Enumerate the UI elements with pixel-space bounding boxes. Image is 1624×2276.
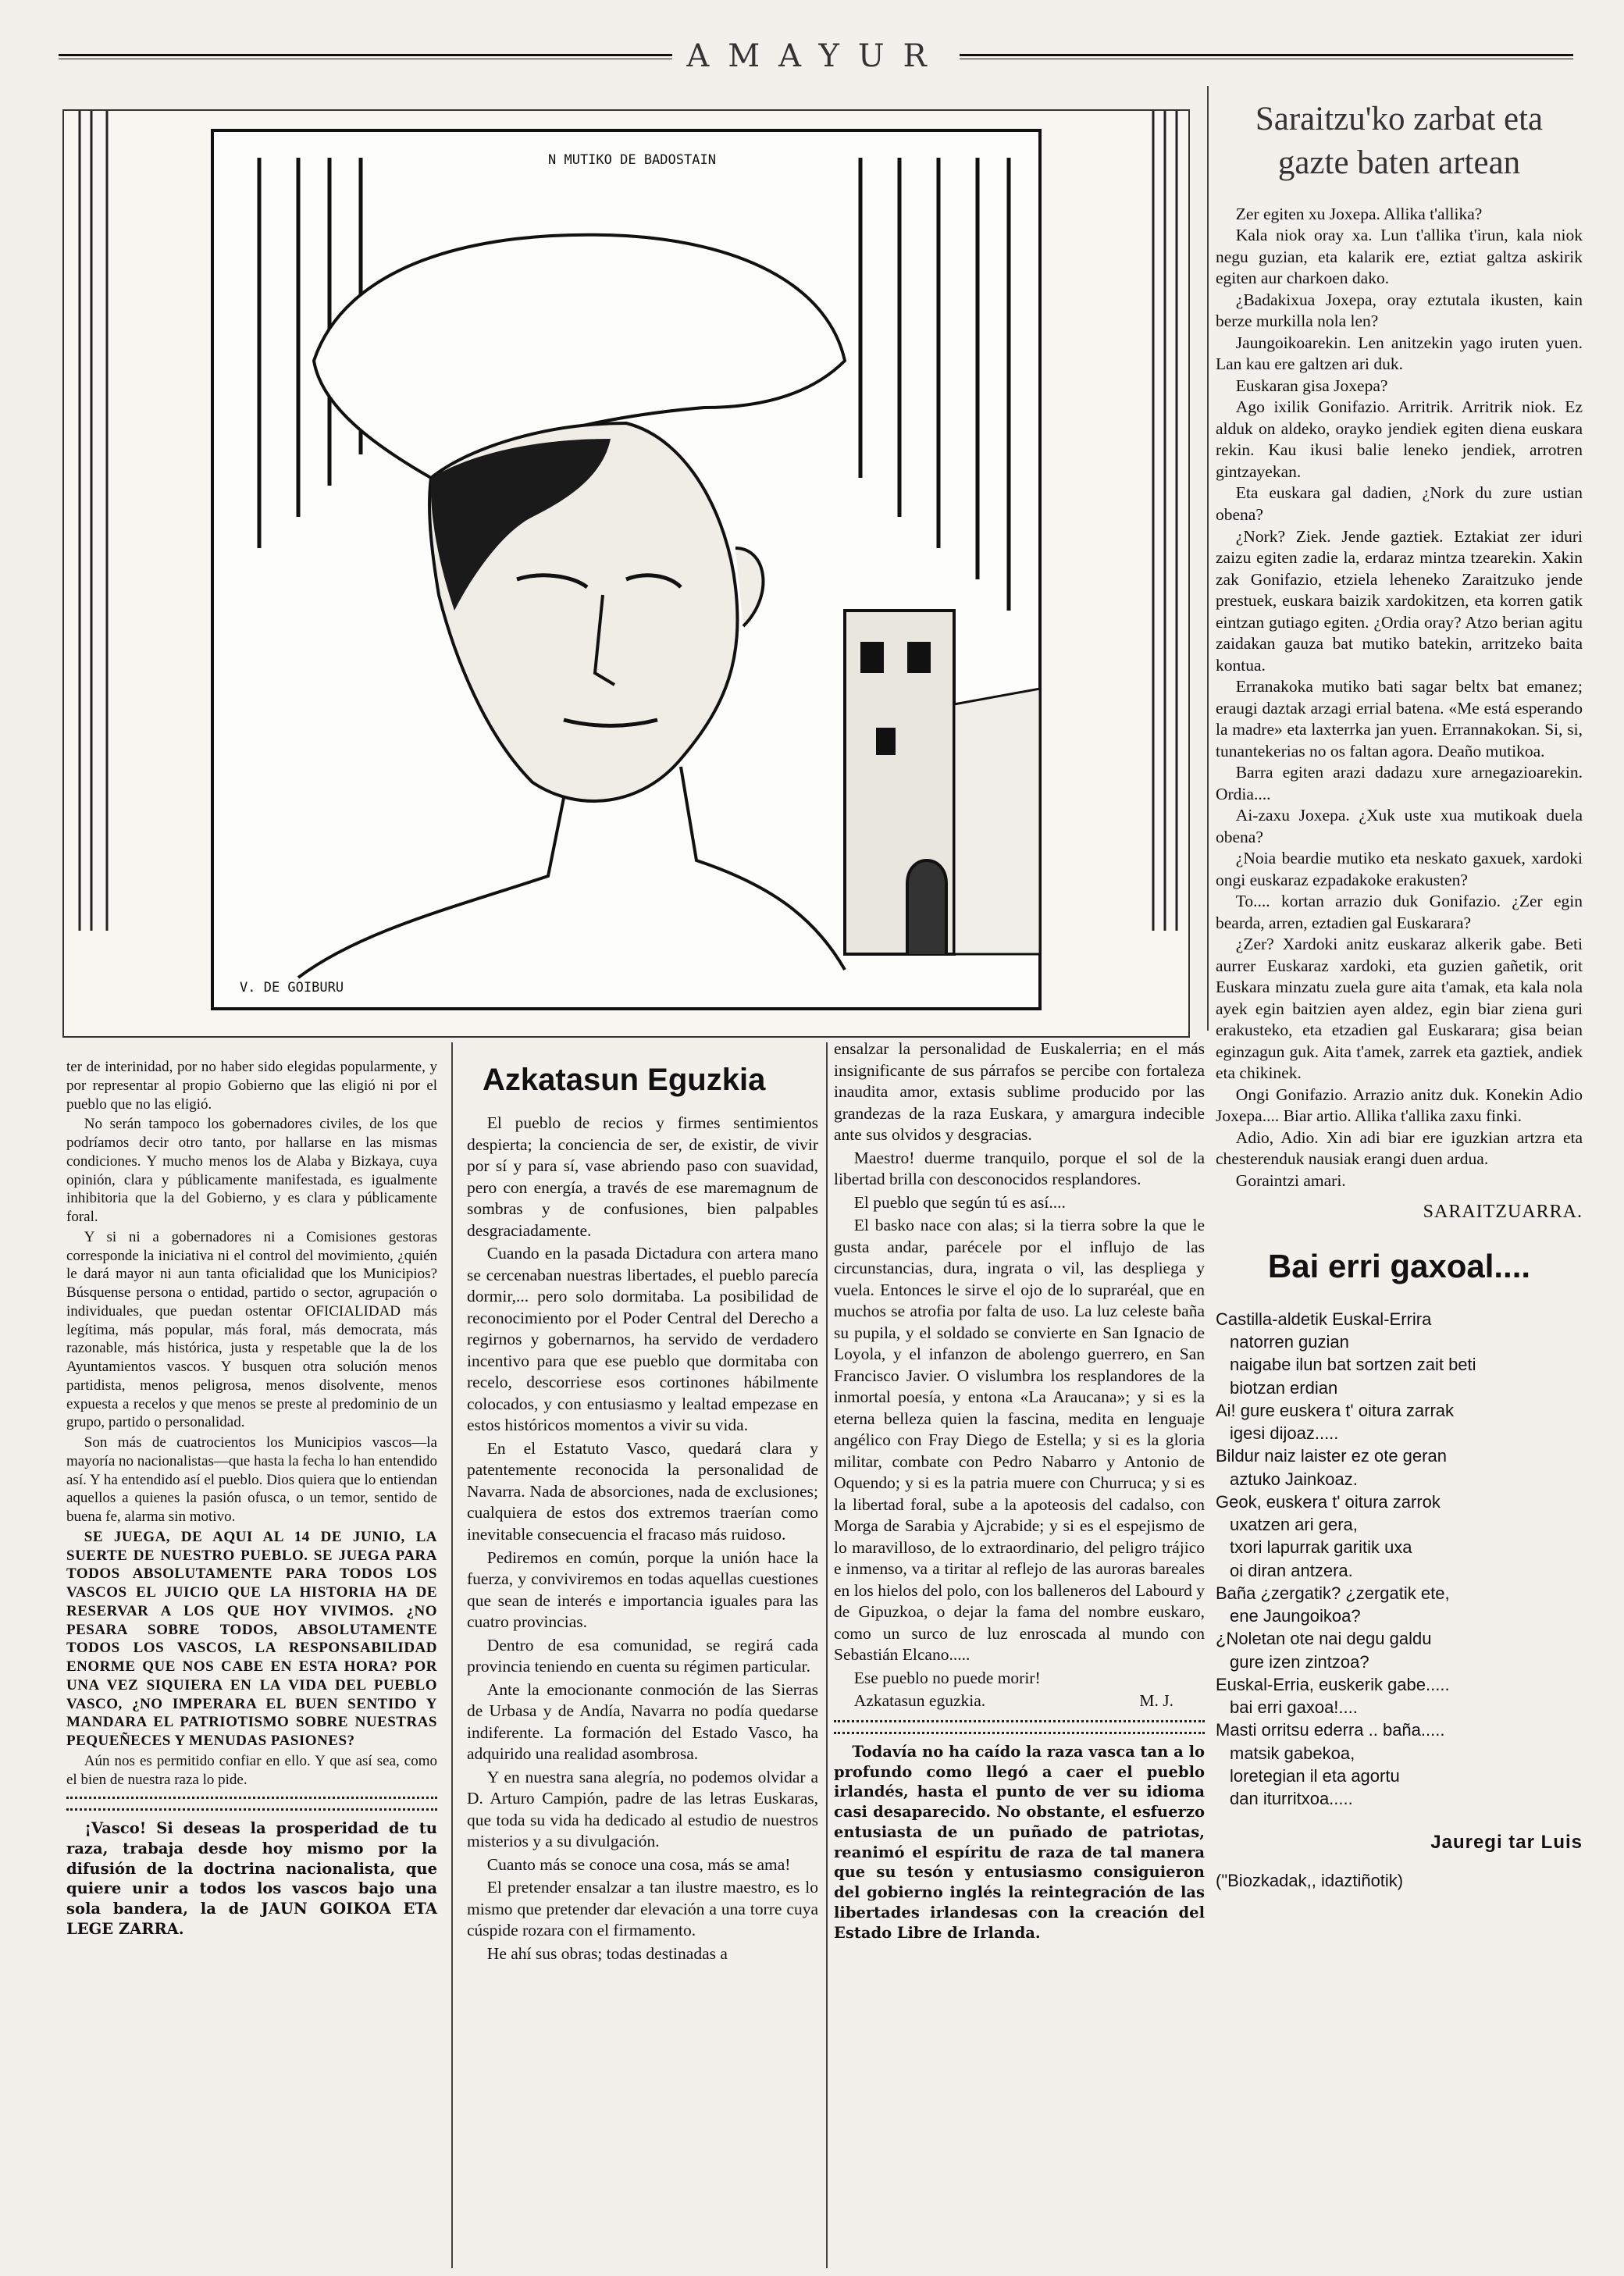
col1-callout: ¡Vasco! Si deseas la prosperidad de tu raza, trabaja desde hoy mismo por la difusión de la doctrina nacionalista, que quiere unir a todos los vascos bajo una sola bandera, la de JAUN GOIKOA ETA LEGE ZARRA. — [66, 1819, 437, 1938]
poem-line: natorren guzian — [1230, 1332, 1349, 1352]
col3-callout: Todavía no ha caído la raza vasca tan a lo profundo como llegó a caer el pueblo irlandés, hasta el punto de ver su idioma casi desaparecido. No obstante, el esfuerzo entusiasta de un puñado de patriotas, reanimó el espíritu de raza de tal manera que su tesón y entusiasmo consiguieron del gobierno inglés la reintegración de las libertades irlandesas con la creación del Estado Libre de Irlanda. — [834, 1742, 1205, 1942]
dialogue-title-line1: Saraitzu'ko zarbat eta — [1255, 101, 1544, 137]
masthead-rule-left — [59, 54, 672, 59]
col3-paragraph: El pueblo que según tú es así.... — [853, 1192, 1066, 1212]
poem-line: naigabe ilun bat sortzen zait beti — [1230, 1355, 1476, 1375]
dialogue-signature: SARAITZUARRA. — [1423, 1201, 1583, 1222]
poem-line: Geok, euskera t' oitura zarrok — [1216, 1491, 1441, 1512]
masthead — [59, 38, 1573, 74]
portrait-drawing — [64, 111, 1188, 1036]
poem-line: dan iturritxoa..... — [1230, 1789, 1353, 1809]
col1-dotted-rule — [66, 1797, 437, 1811]
article-title: Azkatasun Eguzkia — [483, 1063, 766, 1097]
col4-paragraph: ¿Nork? Ziek. Jende gaztiek. Eztakiat zer iduri zaizu egiten zadie la, erdaraz mintza tzearekin. Xakin zak Gonifazio, etziela leheneko Zaraitzuko jende prestuek, euskara baizik xardokitzen, eta korren gatik eintzan gutiago egiten. ¿Ordia oray? Atzo berian agitu zaidakan gauza bat mutiko batekin, arritzeko baita kontua. — [1216, 526, 1583, 675]
col4-paragraph: Barra egiten arazi dadazu xure arnegazioarekin. Ordia.... — [1216, 763, 1583, 803]
dialogue-title-line2: gazte baten artean — [1277, 144, 1521, 181]
column-1 — [66, 1058, 437, 1941]
col2-paragraph: Cuando en la pasada Dictadura con artera mano se cercenaban nuestras libertades, el pueblo parecía dormir,... pero solo dormitaba. La posibilidad de reconocimiento por el Poder Central del Derecho a regirnos y gobernarnos, ha servido de verdadero incentivo para que ese pueblo que dormitaba con recelo, descorriese esos cortinones hábilmente colocados, y con entusiasmo y lealtad empezase en estos históricos momentos a vivir su vida. — [467, 1244, 818, 1435]
poem-line: Ai! gure euskera t' oitura zarrak — [1216, 1400, 1455, 1420]
poem-line: loretegian il eta agortu — [1230, 1765, 1400, 1786]
col2-paragraph: El pretender ensalzar a tan ilustre maestro, es lo mismo que pretender dar elevación a una torre cuya cúspide rozara con el firmamento. — [467, 1878, 818, 1940]
col1-caps-paragraph: SE JUEGA, DE AQUI AL 14 DE JUNIO, LA SUERTE DE NUESTRO PUEBLO. SE JUEGA PARA TODOS ABSOLUTAMENTE PARA TODOS LOS VASCOS EL JUICIO QUE LA HISTORIA HA DE RESERVAR A LOS QUE HOY VIVIMOS. ¿NO PESARA SOBRE TODOS, ABSOLUTAMENTE TODOS LOS VASCOS, LA RESPONSABILIDAD ENORME QUE NOS CABE EN ESTA HORA? POR UNA VEZ SIQUIERA EN LA VIDA DEL PUEBLO VASCO, ¿NO IMPERARA EL BUEN SENTIDO Y MANDARA EL PATRIOTISMO SOBRE NUESTRAS PEQUEÑECES Y MENUDAS PASIONES? — [66, 1528, 437, 1749]
column-3 — [834, 1038, 1205, 1944]
poem-line: bai erri gaxoa!.... — [1230, 1697, 1358, 1718]
col4-paragraph: Zer egiten xu Joxepa. Allika t'allika? — [1235, 204, 1483, 223]
column-divider-1 — [451, 1042, 453, 2268]
col2-paragraph: En el Estatuto Vasco, quedará clara y patentemente reconocida la personalidad de Navarra. Nada de absorciones, nada de exclusiones; cualquiera de estos dos extremos traerían como inevitable consecuencia el fracaso más ruidoso. — [467, 1438, 818, 1544]
masthead-title: AMAYUR — [686, 38, 946, 74]
col4-paragraph: Euskaran gisa Joxepa? — [1235, 376, 1388, 395]
col4-paragraph: ¿Noia beardie mutiko eta neskato gaxuek, xardoki ongi euskaraz ezpadakoke erakusten? — [1216, 849, 1583, 889]
poem-line: ene Jaungoikoa? — [1230, 1606, 1361, 1626]
col4-paragraph: ¿Badakixua Joxepa, oray eztutala ikusten, kain berze murkilla nola len? — [1216, 290, 1583, 331]
col2-paragraph: Ante la emocionante conmoción de las Sierras de Urbasa y de Andía, Navarra no podía quedarse indiferente. La formación del Estado Vasco, ha adquirido una realidad asombrosa. — [467, 1679, 818, 1764]
poem-line: biotzan erdian — [1230, 1377, 1338, 1398]
poem-line: txori lapurrak garitik uxa — [1230, 1537, 1412, 1558]
poem-line: Euskal-Erria, euskerik gabe..... — [1216, 1674, 1450, 1694]
poem — [1216, 1245, 1583, 1892]
col2-paragraph: El pueblo de recios y firmes sentimientos despierta; la conciencia de ser, de existir, de vivir por sí y para sí, vase abriendo paso con suavidad, pero con energía, a través de ese maremagnum de sombras y de confusiones, bien palpables desgraciadamente. — [467, 1113, 818, 1240]
col3-initials: M. J. — [1139, 1691, 1173, 1711]
col2-paragraph: Y en nuestra sana alegría, no podemos olvidar a D. Arturo Campión, padre de las letras Euskaras, que toda su vida ha dedicado al estudio de nuestros misterios y a su divulgación. — [467, 1767, 818, 1851]
col3-paragraph: El basko nace con alas; si la tierra sobre la que le gusta andar, parécele por el influjo de las circunstancias, dura, ingrata o vil, las despliega y vuela. Entonces le sirve el ojo de lo supraréal, que en muchos se atrofia por falta de uso. La luz celeste baña su pupila, y el soldado se convierte en San Ignacio de Loyola, y el infanzon de abolengo guerrero, en San Francisco Javier. O vislumbra los resplandores de la inmortal poesía, y entona «La Araucana»; y si es la eterna belleza quien la fascina, medita en lenguaje angélico con Fray Diego de Estella; y si es la gloria militar, combate con Pedro Nabarro y Antonio de Oquendo; y si es la patria muere con Churruca; y si es la libertad foral, sube a la apoteosis del cadalso, con Morga de Sarabia y Ajcrabide; y si es el espejismo de lo maravilloso, de lo extraordinario, del peligro trájico e inmenso, va a tiritar al reflejo de las auroras bareales en los hielos del polo, con los balleneros del Labourd y de Gipuzkoa, o dejar la fama del nombre euskaro, como un surco de luz enroscada al mundo con Sebastián Elcano..... — [834, 1216, 1205, 1665]
col1-paragraph: Son más de cuatrocientos los Municipios vascos—la mayoría no nacionalistas—que hasta la fecha lo han entendido así. Y ha entendido así el pueblo. Dios quiera que lo entiendan aquellos a quienes la pasión ofusca, o un temor, sentido de buena fe, alarma sin motivo. — [66, 1434, 437, 1525]
col4-paragraph: Ongi Gonifazio. Arrazio anitz duk. Konekin Adio Joxepa.... Biar artio. Allika t'allika zaxu finki. — [1216, 1085, 1583, 1126]
illustration — [62, 109, 1190, 1038]
col1-paragraph: Aún nos es permitido confiar en ello. Y que así sea, como el bien de nuestra raza lo pide. — [66, 1752, 437, 1788]
poem-line: ¿Noletan ote nai degu galdu — [1216, 1629, 1432, 1649]
column-4 — [1216, 98, 1583, 1893]
column-divider-3 — [1207, 86, 1209, 1031]
col3-dotted-rule — [834, 1720, 1205, 1734]
col2-paragraph: He ahí sus obras; todas destinadas a — [486, 1943, 728, 1963]
col4-paragraph: Jaungoikoarekin. Len anitzekin yago iruten yuen. Lan kau ere galtzen ari duk. — [1216, 333, 1583, 374]
col4-paragraph: To.... kortan arrazio duk Gonifazio. ¿Zer egin bearda, arren, eztadien gal Euskarara? — [1216, 892, 1583, 932]
col2-paragraph: Pediremos en común, porque la unión hace la fuerza, y conviviremos en todas aquellas cuestiones que sean de interés e importancia iguales para las cuatro provincias. — [467, 1548, 818, 1632]
col3-paragraph: ensalzar la personalidad de Euskalerria; en el más insignificante de sus párrafos se percibe con fortaleza inaudita amor, extasis sublime producido por las grandezas de la raza Euskara, y amargura indecible ante sus olvidos y desgracias. — [834, 1039, 1205, 1145]
col1-paragraph: ter de interinidad, por no haber sido elegidas popularmente, y por representar al propio Gobierno que las eligió ni por el pueblo que no las eligió. — [66, 1059, 437, 1113]
col4-paragraph: Goraintzi amari. — [1235, 1170, 1346, 1190]
masthead-rule-right — [960, 54, 1573, 59]
illustration-signature: V. DE GOIBURU — [240, 980, 344, 996]
poem-line: uxatzen ari gera, — [1230, 1515, 1358, 1535]
column-2 — [467, 1045, 818, 1966]
col4-paragraph: Ago ixilik Gonifazio. Arritrik. Arritrik niok. Ez alduk on aldeko, orayko jendiek egiten diena euskara rekin. Kau ikusi balie leneko jendiek, arrotren gintzayekan. — [1216, 397, 1583, 481]
col3-paragraph: Maestro! duerme tranquilo, porque el sol de la libertad brilla con desconocidos resplandores. — [834, 1148, 1205, 1189]
col4-paragraph: Kala niok oray xa. Lun t'allika t'irun, kala niok negu guzian, eta kalarik ere, eztiat galtza askirik egiten aur charkoen dako. — [1216, 226, 1583, 288]
col2-paragraph: Dentro de esa comunidad, se regirá cada provincia teniendo en cuenta su régimen particular. — [467, 1635, 818, 1676]
col3-paragraph: Ese pueblo no puede morir! — [853, 1668, 1041, 1687]
poem-line: Baña ¿zergatik? ¿zergatik ete, — [1216, 1583, 1450, 1603]
poem-line: oi diran antzera. — [1230, 1560, 1353, 1580]
col4-paragraph: Ai-zaxu Joxepa. ¿Xuk uste xua mutikoak duela obena? — [1216, 806, 1583, 846]
col4-paragraph: Adio, Adio. Xin adi biar ere iguzkian artzra eta chesterenduk nausiak erangi duen ardua. — [1216, 1127, 1583, 1169]
column-divider-2 — [826, 1042, 828, 2268]
illustration-caption: N MUTIKO DE BADOSTAIN — [548, 152, 716, 168]
col4-paragraph: Eta euskara gal dadien, ¿Nork du zure ustian obena? — [1216, 483, 1583, 524]
poem-line: matsik gabekoa, — [1230, 1743, 1355, 1763]
poem-line: gure izen zintzoa? — [1230, 1651, 1369, 1672]
col4-paragraph: Erranakoka mutiko bati sagar beltx bat emanez; eraugi daztak arzagi errial batena. «Me está esperando la madre» eta laxterrka jan yuen. Errannakokan. Si, si, tunantekerias no os faltan agora. Deaño mutikoa. — [1216, 677, 1583, 760]
poem-line: aztuko Jainkoaz. — [1230, 1469, 1358, 1489]
col2-paragraph: Cuanto más se conoce una cosa, más se ama! — [486, 1854, 791, 1874]
col3-closing-line — [834, 1690, 1205, 1712]
poem-line: Masti orritsu ederra .. baña..... — [1216, 1720, 1445, 1740]
poem-line: Bildur naiz laister ez ote geran — [1216, 1446, 1447, 1466]
poem-source: ("Biozkadak,, idaztiñotik) — [1216, 1871, 1404, 1891]
poem-line: igesi dijoaz..... — [1230, 1423, 1339, 1444]
col3-closing: Azkatasun eguzkia. — [853, 1691, 986, 1711]
poem-signature: Jauregi tar Luis — [1430, 1832, 1583, 1854]
poem-line: Castilla-aldetik Euskal-Errira — [1216, 1309, 1432, 1329]
dialogue-title — [1216, 98, 1583, 185]
col4-paragraph: ¿Zer? Xardoki anitz euskaraz alkerik gabe. Beti aurrer Euskaraz xardoki, eta guzien gañetik, orit Euskara minzatu zuela gure aita t'amak, eta kala nola ayek egin baitzien ayen aldez, egin biar ziena guri erakusteko, eta etzadien gal Euskarara; gisa beian eginzagun guk. Aita t'amek, zarrek eta gaztiek, andiek eta chikinek. — [1216, 935, 1583, 1083]
poem-title: Bai erri gaxoal.... — [1267, 1248, 1531, 1285]
col1-paragraph: No serán tampoco los gobernadores civiles, de los que podríamos decir otro tanto, por hallarse en las mismas condiciones. Y mucho menos los de Alaba y Bizkaya, cuya opinión, clara y públicamente manifestada, es igualmente inhibitoria que la del Gobierno, y es clara y públicamente foral. — [66, 1116, 437, 1225]
col1-paragraph: Y si ni a gobernadores ni a Comisiones gestoras corresponde la iniciativa ni el control del movimiento, ¿quién le dará mayor ni aun tanta oficialidad que los Municipios? Búsquense persona o entidad, partido o sector, agrupación o individuales, que puedan ostentar OFICIALIDAD más legítima, más popular, más foral, más democrata, más razonable, más histórica, justa y respetable que la de los Ayuntamientos vascos. Y busquen otra solución menos partidista, menos peligrosa, menos disolvente, menos expuesta a recelos y que menos se preste al predominio de un grupo, partido o personalidad. — [66, 1228, 437, 1431]
